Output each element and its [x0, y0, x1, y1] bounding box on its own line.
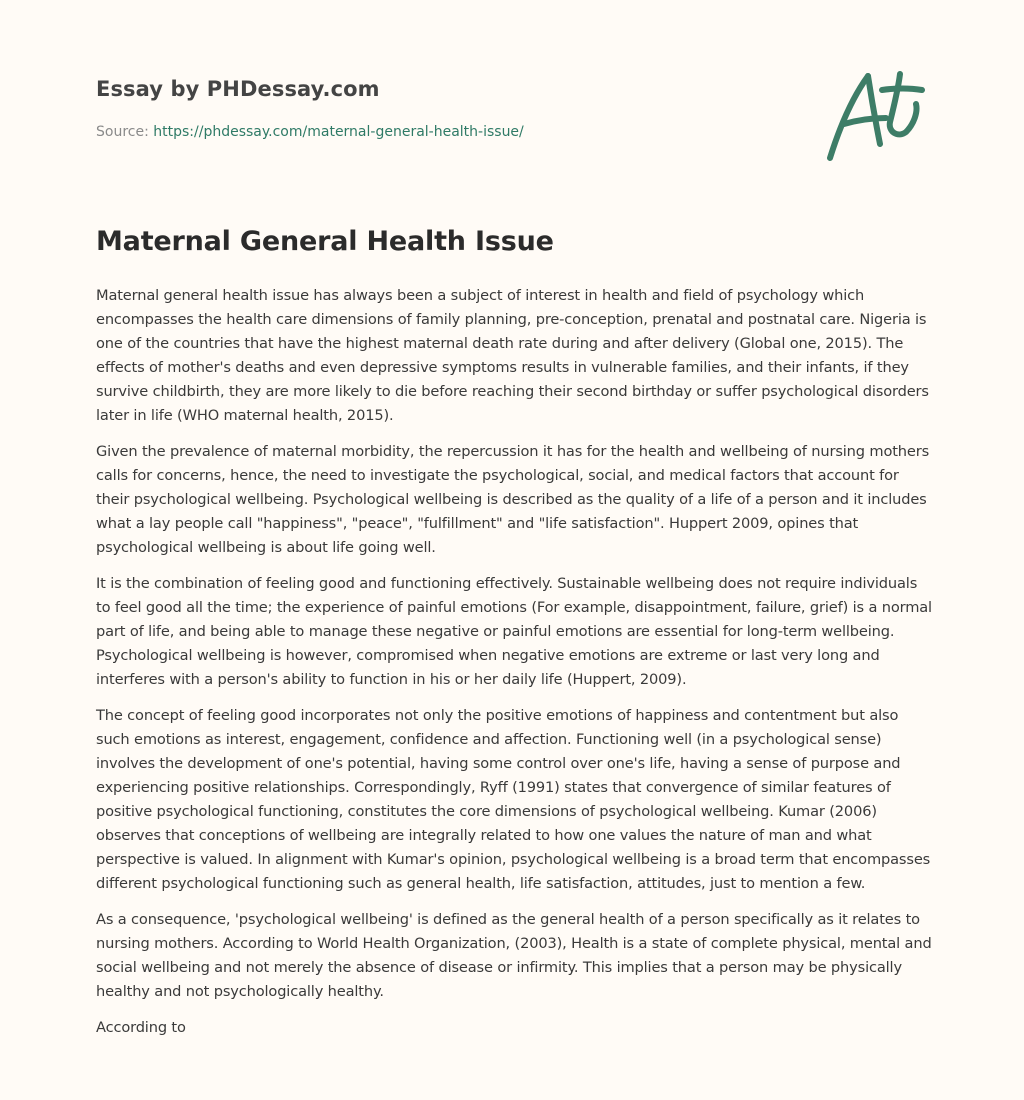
a-plus-logo-icon	[818, 66, 928, 166]
essay-title: Maternal General Health Issue	[96, 226, 554, 257]
essay-paragraph: It is the combination of feeling good and functioning effectively. Sustainable wellbeing does not require individuals to feel good all the time; the experience of painful emotions (For example, disappointment, failure, grief) is a normal part of life, and being able to manage these negative or painful emotions are essential for long-term wellbeing. Psychological wellbeing is however, compromised when negative emotions are extreme or last very long and interferes with a person's ability to function in his or her daily life (Huppert, 2009).	[96, 575, 932, 688]
source-line	[96, 124, 524, 140]
essay-paragraph: As a consequence, 'psychological wellbeing' is defined as the general health of a person specifically as it relates to nursing mothers. According to World Health Organization, (2003), Health is a state of complete physical, mental and social wellbeing and not merely the absence of disease or infirmity. This implies that a person may be physically healthy and not psychologically healthy.	[96, 911, 932, 1000]
site-brand: Essay by PHDessay.com	[96, 77, 380, 101]
essay-body	[96, 284, 932, 1052]
essay-paragraph: According to	[96, 1019, 186, 1036]
source-link[interactable]: https://phdessay.com/maternal-general-health-issue/	[153, 124, 524, 140]
essay-paragraph: The concept of feeling good incorporates not only the positive emotions of happiness and contentment but also such emotions as interest, engagement, confidence and affection. Functioning well (in a psychological sense) involves the development of one's potential, having some control over one's life, having a sense of purpose and experiencing positive relationships. Correspondingly, Ryff (1991) states that convergence of similar features of positive psychological functioning, constitutes the core dimensions of psychological wellbeing. Kumar (2006) observes that conceptions of wellbeing are integrally related to how one values the nature of man and what perspective is valued. In alignment with Kumar's opinion, psychological wellbeing is a broad term that encompasses different psychological functioning such as general health, life satisfaction, attitudes, just to mention a few.	[96, 707, 931, 892]
essay-paragraph: Given the prevalence of maternal morbidity, the repercussion it has for the health and wellbeing of nursing mothers calls for concerns, hence, the need to investigate the psychological, social, and medical factors that account for their psychological wellbeing. Psychological wellbeing is described as the quality of a life of a person and it includes what a lay people call "happiness", "peace", "fulfillment" and "life satisfaction". Huppert 2009, opines that psychological wellbeing is about life going well.	[96, 443, 930, 556]
essay-paragraph: Maternal general health issue has always been a subject of interest in health and field of psychology which encompasses the health care dimensions of family planning, pre-conception, prenatal and postnatal care. Nigeria is one of the countries that have the highest maternal death rate during and after delivery (Global one, 2015). The effects of mother's deaths and even depressive symptoms results in vulnerable families, and their infants, if they survive childbirth, they are more likely to die before reaching their second birthday or suffer psychological disorders later in life (WHO maternal health, 2015).	[96, 287, 929, 424]
source-label: Source:	[96, 124, 154, 140]
